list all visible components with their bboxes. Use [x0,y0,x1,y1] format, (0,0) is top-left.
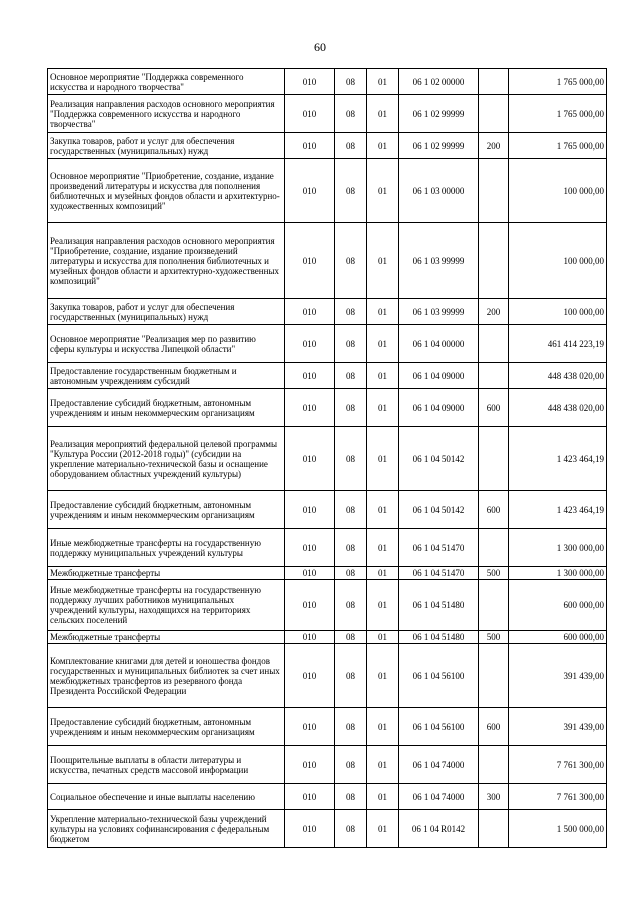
row-amount: 1 765 000,00 [509,69,607,95]
row-section-code: 08 [335,784,367,810]
row-expense-type [479,159,509,223]
row-grbs-code: 010 [285,708,335,746]
row-name: Иные межбюджетные трансферты на государственную поддержку лучших работников муниципальных учреждений культуры, находящихся на территориях сельских поселений [48,580,285,631]
row-section-code: 08 [335,580,367,631]
row-section-code: 08 [335,223,367,299]
row-section-code: 08 [335,299,367,325]
row-section-code: 08 [335,491,367,529]
row-subsection-code: 01 [367,708,399,746]
row-grbs-code: 010 [285,644,335,708]
table-row [48,389,607,427]
row-name: Иные межбюджетные трансферты на государственную поддержку муниципальных учреждений культуры [48,529,285,567]
row-amount: 448 438 020,00 [509,363,607,389]
row-subsection-code: 01 [367,223,399,299]
row-subsection-code: 01 [367,159,399,223]
row-amount: 391 439,00 [509,644,607,708]
row-target-article: 06 1 04 51470 [399,567,479,580]
row-section-code: 08 [335,644,367,708]
row-grbs-code: 010 [285,133,335,159]
table-row [48,784,607,810]
row-amount: 391 439,00 [509,708,607,746]
row-subsection-code: 01 [367,95,399,133]
row-target-article: 06 1 03 99999 [399,299,479,325]
row-subsection-code: 01 [367,427,399,491]
row-amount: 1 423 464,19 [509,427,607,491]
row-grbs-code: 010 [285,529,335,567]
row-name: Предоставление субсидий бюджетным, автономным учреждениям и иным некоммерческим организациям [48,491,285,529]
row-expense-type [479,427,509,491]
row-amount: 600 000,00 [509,631,607,644]
row-grbs-code: 010 [285,784,335,810]
row-subsection-code: 01 [367,567,399,580]
row-section-code: 08 [335,133,367,159]
row-grbs-code: 010 [285,69,335,95]
row-target-article: 06 1 04 74000 [399,784,479,810]
row-grbs-code: 010 [285,810,335,848]
row-name: Межбюджетные трансферты [48,631,285,644]
row-subsection-code: 01 [367,299,399,325]
row-grbs-code: 010 [285,631,335,644]
row-target-article: 06 1 04 74000 [399,746,479,784]
row-target-article: 06 1 04 00000 [399,325,479,363]
table-row [48,69,607,95]
row-amount: 1 423 464,19 [509,491,607,529]
row-section-code: 08 [335,95,367,133]
row-target-article: 06 1 02 99999 [399,133,479,159]
row-section-code: 08 [335,159,367,223]
row-amount: 100 000,00 [509,299,607,325]
row-name: Предоставление государственным бюджетным и автономным учреждениям субсидий [48,363,285,389]
row-subsection-code: 01 [367,69,399,95]
row-expense-type: 600 [479,389,509,427]
row-target-article: 06 1 04 09000 [399,363,479,389]
row-target-article: 06 1 04 51480 [399,631,479,644]
table-row [48,810,607,848]
row-amount: 1 300 000,00 [509,567,607,580]
row-expense-type [479,580,509,631]
table-row [48,427,607,491]
row-target-article: 06 1 04 56100 [399,708,479,746]
row-name: Закупка товаров, работ и услуг для обеспечения государственных (муниципальных) нужд [48,133,285,159]
row-section-code: 08 [335,427,367,491]
row-grbs-code: 010 [285,223,335,299]
table-row [48,363,607,389]
row-name: Реализация направления расходов основного мероприятия "Приобретение, создание, издание произведений литературы и искусства для пополнения библиотечных и музейных фондов области и архитектурно-художественных композиций" [48,223,285,299]
row-name: Поощрительные выплаты в области литературы и искусства, печатных средств массовой информации [48,746,285,784]
row-name: Основное мероприятие "Приобретение, создание, издание произведений литературы и искусства для пополнения библиотечных и музейных фондов области и архитектурно-художественных композиций" [48,159,285,223]
table-row [48,491,607,529]
table-row [48,299,607,325]
row-name: Реализация мероприятий федеральной целевой программы "Культура России (2012-2018 годы)" (субсидии на укрепление материально-технической базы и оснащение оборудованием областных учреждений культуры) [48,427,285,491]
table-row [48,567,607,580]
table-row [48,644,607,708]
budget-table [47,68,607,848]
row-name: Предоставление субсидий бюджетным, автономным учреждениям и иным некоммерческим организациям [48,389,285,427]
row-section-code: 08 [335,69,367,95]
row-section-code: 08 [335,746,367,784]
table-row [48,159,607,223]
row-expense-type [479,95,509,133]
row-expense-type [479,69,509,95]
row-target-article: 06 1 04 50142 [399,427,479,491]
table-row [48,223,607,299]
row-amount: 448 438 020,00 [509,389,607,427]
row-target-article: 06 1 04 50142 [399,491,479,529]
row-amount: 461 414 223,19 [509,325,607,363]
row-section-code: 08 [335,631,367,644]
row-subsection-code: 01 [367,133,399,159]
row-expense-type [479,529,509,567]
row-expense-type: 500 [479,567,509,580]
row-expense-type: 600 [479,491,509,529]
row-grbs-code: 010 [285,427,335,491]
row-expense-type: 600 [479,708,509,746]
row-amount: 100 000,00 [509,159,607,223]
table-row [48,529,607,567]
row-target-article: 06 1 02 99999 [399,95,479,133]
row-target-article: 06 1 04 51470 [399,529,479,567]
page-number: 60 [314,40,326,54]
row-section-code: 08 [335,810,367,848]
row-grbs-code: 010 [285,325,335,363]
row-grbs-code: 010 [285,580,335,631]
table-row [48,746,607,784]
row-subsection-code: 01 [367,746,399,784]
row-section-code: 08 [335,708,367,746]
row-subsection-code: 01 [367,363,399,389]
table-row [48,631,607,644]
row-subsection-code: 01 [367,810,399,848]
row-expense-type: 500 [479,631,509,644]
row-subsection-code: 01 [367,491,399,529]
row-amount: 7 761 300,00 [509,746,607,784]
row-section-code: 08 [335,325,367,363]
row-subsection-code: 01 [367,325,399,363]
row-subsection-code: 01 [367,529,399,567]
row-subsection-code: 01 [367,580,399,631]
table-row [48,580,607,631]
row-subsection-code: 01 [367,644,399,708]
row-name: Основное мероприятие "Поддержка современного искусства и народного творчества" [48,69,285,95]
row-grbs-code: 010 [285,299,335,325]
row-section-code: 08 [335,389,367,427]
row-grbs-code: 010 [285,746,335,784]
row-amount: 1 765 000,00 [509,133,607,159]
row-target-article: 06 1 04 51480 [399,580,479,631]
row-subsection-code: 01 [367,389,399,427]
table-row [48,325,607,363]
row-section-code: 08 [335,529,367,567]
row-amount: 1 765 000,00 [509,95,607,133]
row-expense-type [479,363,509,389]
row-target-article: 06 1 04 09000 [399,389,479,427]
row-expense-type: 200 [479,133,509,159]
row-expense-type [479,325,509,363]
row-target-article: 06 1 04 56100 [399,644,479,708]
row-expense-type [479,746,509,784]
row-name: Комплектование книгами для детей и юношества фондов государственных и муниципальных библиотек за счет иных межбюджетных трансфертов из резервного фонда Президента Российской Федерации [48,644,285,708]
row-name: Предоставление субсидий бюджетным, автономным учреждениям и иным некоммерческим организациям [48,708,285,746]
row-expense-type [479,223,509,299]
row-name: Межбюджетные трансферты [48,567,285,580]
table-row [48,133,607,159]
row-grbs-code: 010 [285,95,335,133]
row-grbs-code: 010 [285,567,335,580]
row-grbs-code: 010 [285,159,335,223]
row-grbs-code: 010 [285,363,335,389]
row-expense-type [479,644,509,708]
row-target-article: 06 1 03 99999 [399,223,479,299]
row-expense-type: 200 [479,299,509,325]
row-amount: 1 500 000,00 [509,810,607,848]
row-subsection-code: 01 [367,784,399,810]
row-name: Основное мероприятие "Реализация мер по развитию сферы культуры и искусства Липецкой области" [48,325,285,363]
row-section-code: 08 [335,567,367,580]
row-subsection-code: 01 [367,631,399,644]
row-target-article: 06 1 03 00000 [399,159,479,223]
row-amount: 7 761 300,00 [509,784,607,810]
row-target-article: 06 1 02 00000 [399,69,479,95]
row-name: Укрепление материально-технической базы учреждений культуры на условиях софинансирования с федеральным бюджетом [48,810,285,848]
row-grbs-code: 010 [285,389,335,427]
row-amount: 100 000,00 [509,223,607,299]
row-section-code: 08 [335,363,367,389]
row-expense-type: 300 [479,784,509,810]
row-expense-type [479,810,509,848]
row-amount: 1 300 000,00 [509,529,607,567]
table-row [48,95,607,133]
row-name: Социальное обеспечение и иные выплаты населению [48,784,285,810]
table-row [48,708,607,746]
row-target-article: 06 1 04 R0142 [399,810,479,848]
row-name: Реализация направления расходов основного мероприятия "Поддержка современного искусства и народного творчества" [48,95,285,133]
row-grbs-code: 010 [285,491,335,529]
row-amount: 600 000,00 [509,580,607,631]
row-name: Закупка товаров, работ и услуг для обеспечения государственных (муниципальных) нужд [48,299,285,325]
